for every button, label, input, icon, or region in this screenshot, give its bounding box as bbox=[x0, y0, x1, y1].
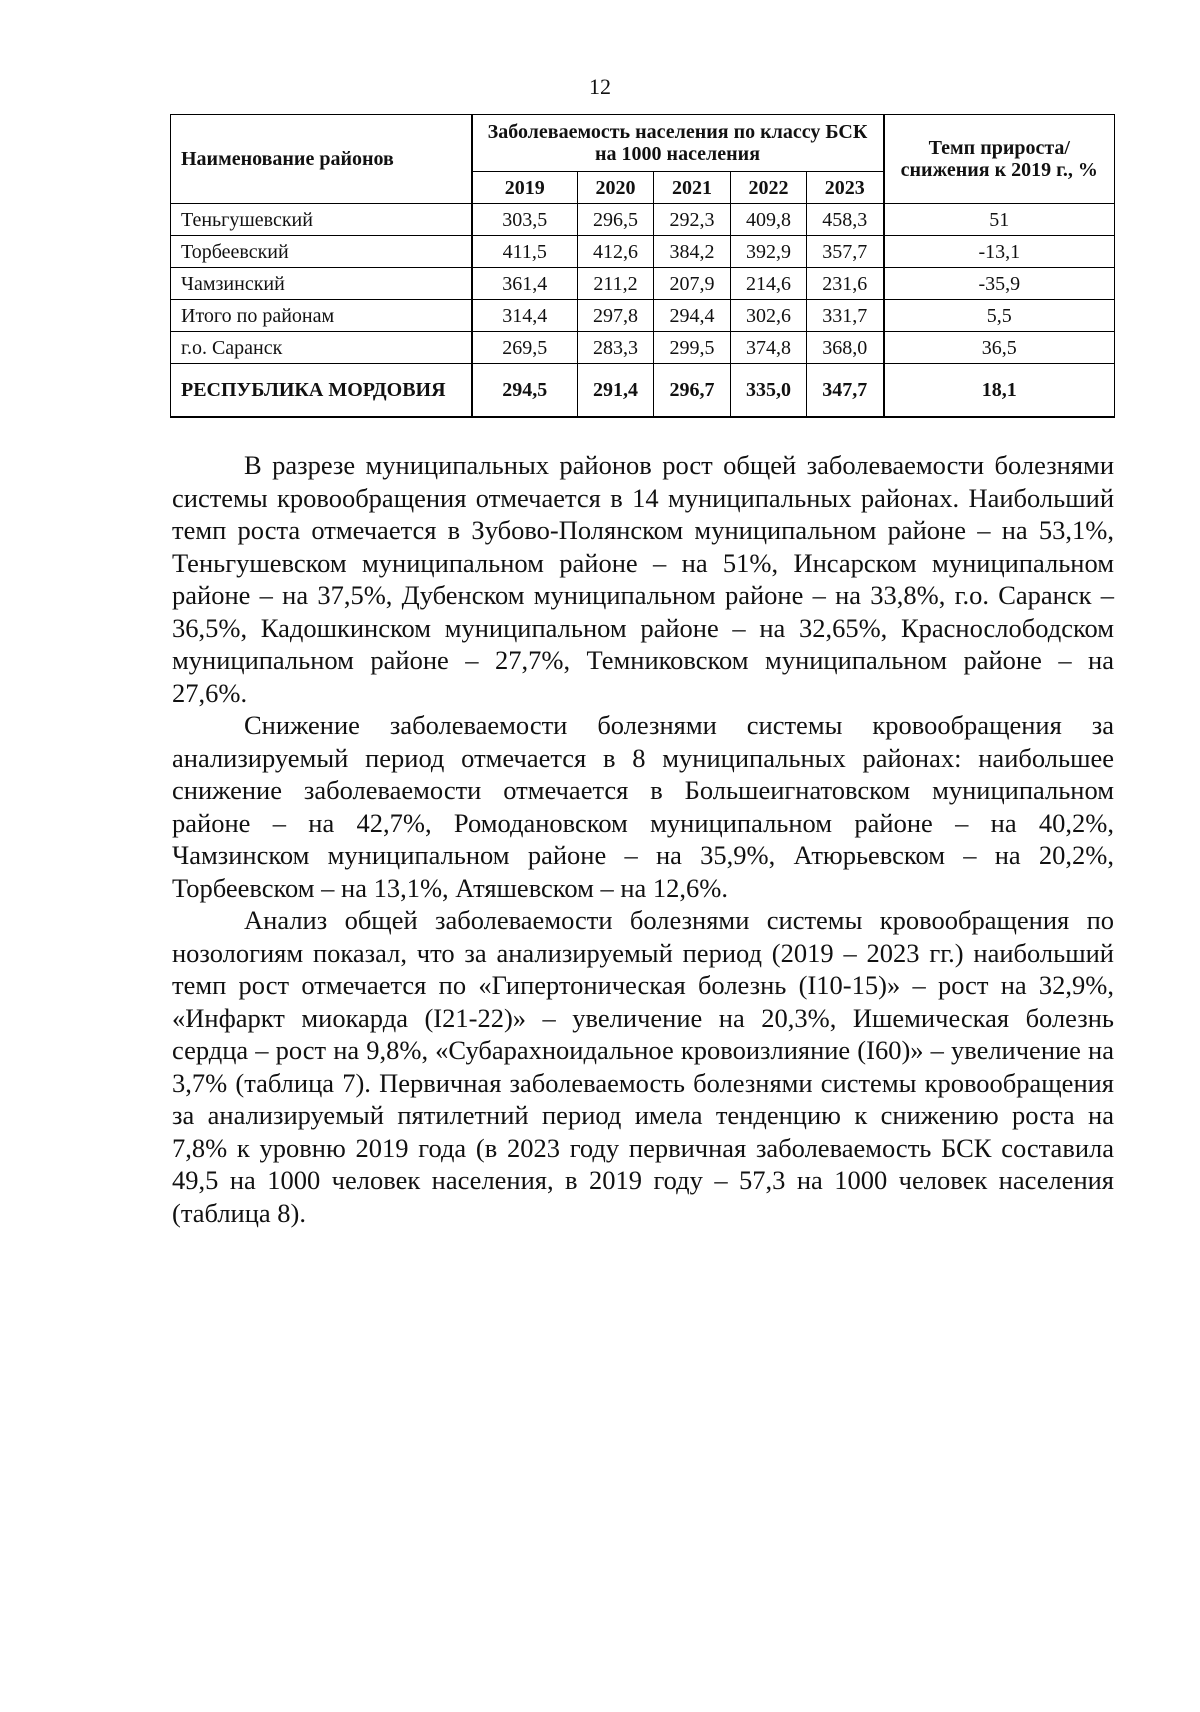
table-row bbox=[171, 300, 1115, 332]
total-value-cell: 347,7 bbox=[807, 364, 884, 418]
rate-cell: -13,1 bbox=[884, 236, 1115, 268]
table-total-row bbox=[171, 364, 1115, 418]
column-header-year: 2021 bbox=[654, 172, 731, 204]
column-header-name: Наименование районов bbox=[171, 115, 472, 204]
district-name: Итого по районам bbox=[171, 300, 472, 332]
value-cell: 294,4 bbox=[654, 300, 731, 332]
value-cell: 207,9 bbox=[654, 268, 731, 300]
rate-cell: 36,5 bbox=[884, 332, 1115, 364]
column-header-year: 2019 bbox=[472, 172, 578, 204]
value-cell: 283,3 bbox=[578, 332, 654, 364]
total-value-cell: 294,5 bbox=[472, 364, 578, 418]
value-cell: 384,2 bbox=[654, 236, 731, 268]
table-row bbox=[171, 204, 1115, 236]
total-value-cell: 335,0 bbox=[731, 364, 807, 418]
value-cell: 411,5 bbox=[472, 236, 578, 268]
value-cell: 297,8 bbox=[578, 300, 654, 332]
body-text bbox=[172, 449, 1114, 1229]
value-cell: 314,4 bbox=[472, 300, 578, 332]
paragraph: Снижение заболеваемости болезнями системы кровообращения за анализируемый период отмечается в 8 муниципальных районах: наибольшее снижение заболеваемости отмечается в Большеигнатовском муниципальном районе – на 42,7%, Ромодановском муниципальном районе – на 40,2%, Чамзинском муниципальном районе – на 35,9%, Атюрьевском – на 20,2%, Торбеевском – на 13,1%, Атяшевском – на 12,6%. bbox=[172, 710, 1114, 903]
value-cell: 331,7 bbox=[807, 300, 884, 332]
district-name: Торбеевский bbox=[171, 236, 472, 268]
rate-cell: -35,9 bbox=[884, 268, 1115, 300]
table-header-row bbox=[171, 115, 1115, 172]
table-row bbox=[171, 268, 1115, 300]
rate-cell: 5,5 bbox=[884, 300, 1115, 332]
paragraph: Анализ общей заболеваемости болезнями системы кровообращения по нозологиям показал, что за анализируемый период (2019 – 2023 гг.) наибольший темп рост отмечается по «Гипертоническая болезнь (I10-15)» – рост на 32,9%, «Инфаркт миокарда (I21-22)» – увеличение на 20,3%, Ишемическая болезнь сердца – рост на 9,8%, «Субарахноидальное кровоизлияние (I60)» – увеличение на 3,7% (таблица 7). Первичная заболеваемость болезнями системы кровообращения за анализируемый пятилетний период имела тенденцию к снижению роста на 7,8% к уровню 2019 года (в 2023 году первичная заболеваемость БСК составила 49,5 на 1000 человек населения, в 2019 году – 57,3 на 1000 человек населения (таблица 8). bbox=[172, 905, 1114, 1228]
total-name: РЕСПУБЛИКА МОРДОВИЯ bbox=[171, 364, 472, 418]
value-cell: 296,5 bbox=[578, 204, 654, 236]
column-header-year: 2023 bbox=[807, 172, 884, 204]
value-cell: 412,6 bbox=[578, 236, 654, 268]
value-cell: 302,6 bbox=[731, 300, 807, 332]
value-cell: 292,3 bbox=[654, 204, 731, 236]
column-header-incidence: Заболеваемость населения по классу БСК на 1000 населения bbox=[472, 115, 884, 172]
value-cell: 357,7 bbox=[807, 236, 884, 268]
table-row bbox=[171, 236, 1115, 268]
total-value-cell: 296,7 bbox=[654, 364, 731, 418]
paragraph: В разрезе муниципальных районов рост общей заболеваемости болезнями системы кровообращения отмечается в 14 муниципальных районах. Наибольший темп роста отмечается в Зубово-Полянском муниципальном районе – на 53,1%, Теньгушевском муниципальном районе – на 51%, Инсарском муниципальном районе – на 37,5%, Дубенском муниципальном районе – на 33,8%, г.о. Саранск – 36,5%, Кадошкинском муниципальном районе – на 32,65%, Краснослободском муниципальном районе – 27,7%, Темниковском муниципальном районе – на 27,6%. bbox=[172, 450, 1114, 708]
value-cell: 269,5 bbox=[472, 332, 578, 364]
value-cell: 458,3 bbox=[807, 204, 884, 236]
column-header-year: 2022 bbox=[731, 172, 807, 204]
total-value-cell: 291,4 bbox=[578, 364, 654, 418]
incidence-table bbox=[170, 114, 1115, 418]
value-cell: 214,6 bbox=[731, 268, 807, 300]
value-cell: 374,8 bbox=[731, 332, 807, 364]
district-name: Чамзинский bbox=[171, 268, 472, 300]
value-cell: 409,8 bbox=[731, 204, 807, 236]
value-cell: 299,5 bbox=[654, 332, 731, 364]
table-row bbox=[171, 332, 1115, 364]
value-cell: 303,5 bbox=[472, 204, 578, 236]
page-number: 12 bbox=[589, 74, 611, 99]
total-rate-cell: 18,1 bbox=[884, 364, 1115, 418]
value-cell: 392,9 bbox=[731, 236, 807, 268]
rate-cell: 51 bbox=[884, 204, 1115, 236]
column-header-year: 2020 bbox=[578, 172, 654, 204]
column-header-rate: Темп прироста/снижения к 2019 г., % bbox=[884, 115, 1115, 204]
value-cell: 368,0 bbox=[807, 332, 884, 364]
value-cell: 231,6 bbox=[807, 268, 884, 300]
value-cell: 361,4 bbox=[472, 268, 578, 300]
value-cell: 211,2 bbox=[578, 268, 654, 300]
district-name: Теньгушевский bbox=[171, 204, 472, 236]
district-name: г.о. Саранск bbox=[171, 332, 472, 364]
